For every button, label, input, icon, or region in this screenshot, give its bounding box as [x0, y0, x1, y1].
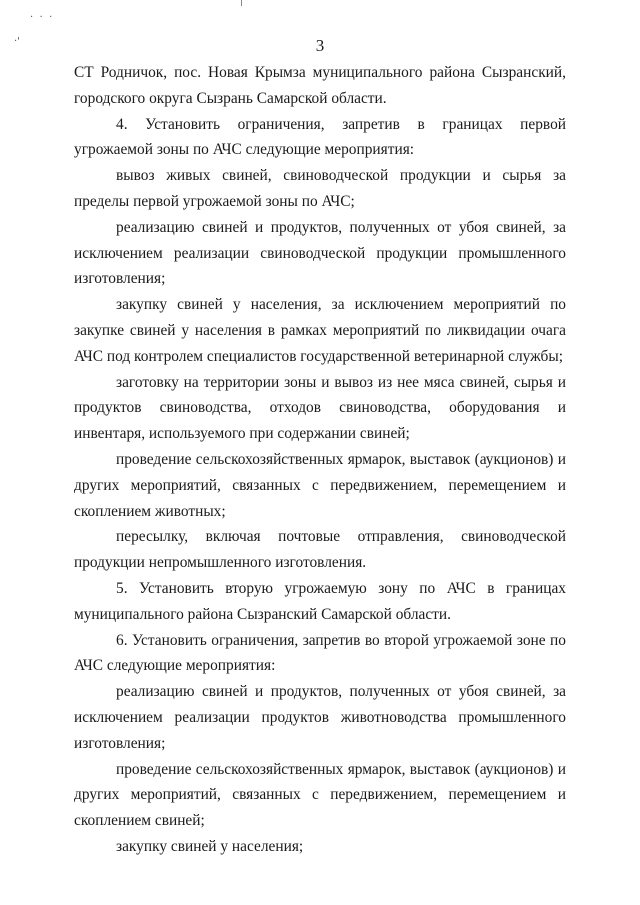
paragraph-restriction: проведение сельскохозяйственных ярмарок, выставок (аукционов) и других мероприятий, связанных с передвижением, перемещением и скоплением свиней;	[74, 760, 566, 830]
paragraph-item-5: 5. Установить вторую угрожаемую зону по АЧС в границах муниципального района Сызранский Самарской области.	[74, 579, 566, 623]
paragraph-restriction: закупку свиней у населения, за исключением мероприятий по закупке свиней у населения в рамках мероприятий по ликвидации очага АЧС под контролем специалистов государственной ветеринарной службы;	[74, 296, 566, 365]
paragraph-restriction: проведение сельскохозяйственных ярмарок, выставок (аукционов) и других мероприятий, связанных с передвижением, перемещением и скоплением животных;	[74, 450, 566, 520]
scan-artifact: · · ·	[30, 12, 53, 23]
paragraph-restriction: заготовку на территории зоны и вывоз из нее мяса свиней, сырья и продуктов свиноводства, отходов свиноводства, оборудования и инвентаря, используемого при содержании свиней;	[74, 373, 566, 443]
document-body	[74, 60, 566, 860]
scan-artifact	[241, 0, 242, 6]
paragraph-restriction: реализацию свиней и продуктов, полученных от убоя свиней, за исключением реализации свиноводческой продукции промышленного изготовления;	[74, 218, 566, 288]
paragraph-restriction: закупку свиней у населения;	[116, 837, 304, 855]
paragraph-item-4: 4. Установить ограничения, запретив в границах первой угрожаемой зоны по АЧС следующие мероприятия:	[74, 115, 566, 159]
paragraph-continuation: СТ Родничок, пос. Новая Крымза муниципального района Сызранский, городского округа Сызрань Самарской области.	[74, 64, 566, 107]
paragraph-restriction: реализацию свиней и продуктов, полученных от убоя свиней, за исключением реализации продуктов животноводства промышленного изготовления;	[74, 683, 566, 752]
page-number: 3	[315, 36, 325, 55]
scan-artifact: ·'	[14, 36, 20, 47]
paragraph-restriction: пересылку, включая почтовые отправления, свиноводческой продукции непромышленного изготовления.	[74, 528, 566, 572]
paragraph-restriction: вывоз живых свиней, свиноводческой продукции и сырья за пределы первой угрожаемой зоны по АЧС;	[74, 167, 566, 210]
paragraph-item-6: 6. Установить ограничения, запретив во второй угрожаемой зоне по АЧС следующие мероприятия:	[74, 631, 566, 675]
